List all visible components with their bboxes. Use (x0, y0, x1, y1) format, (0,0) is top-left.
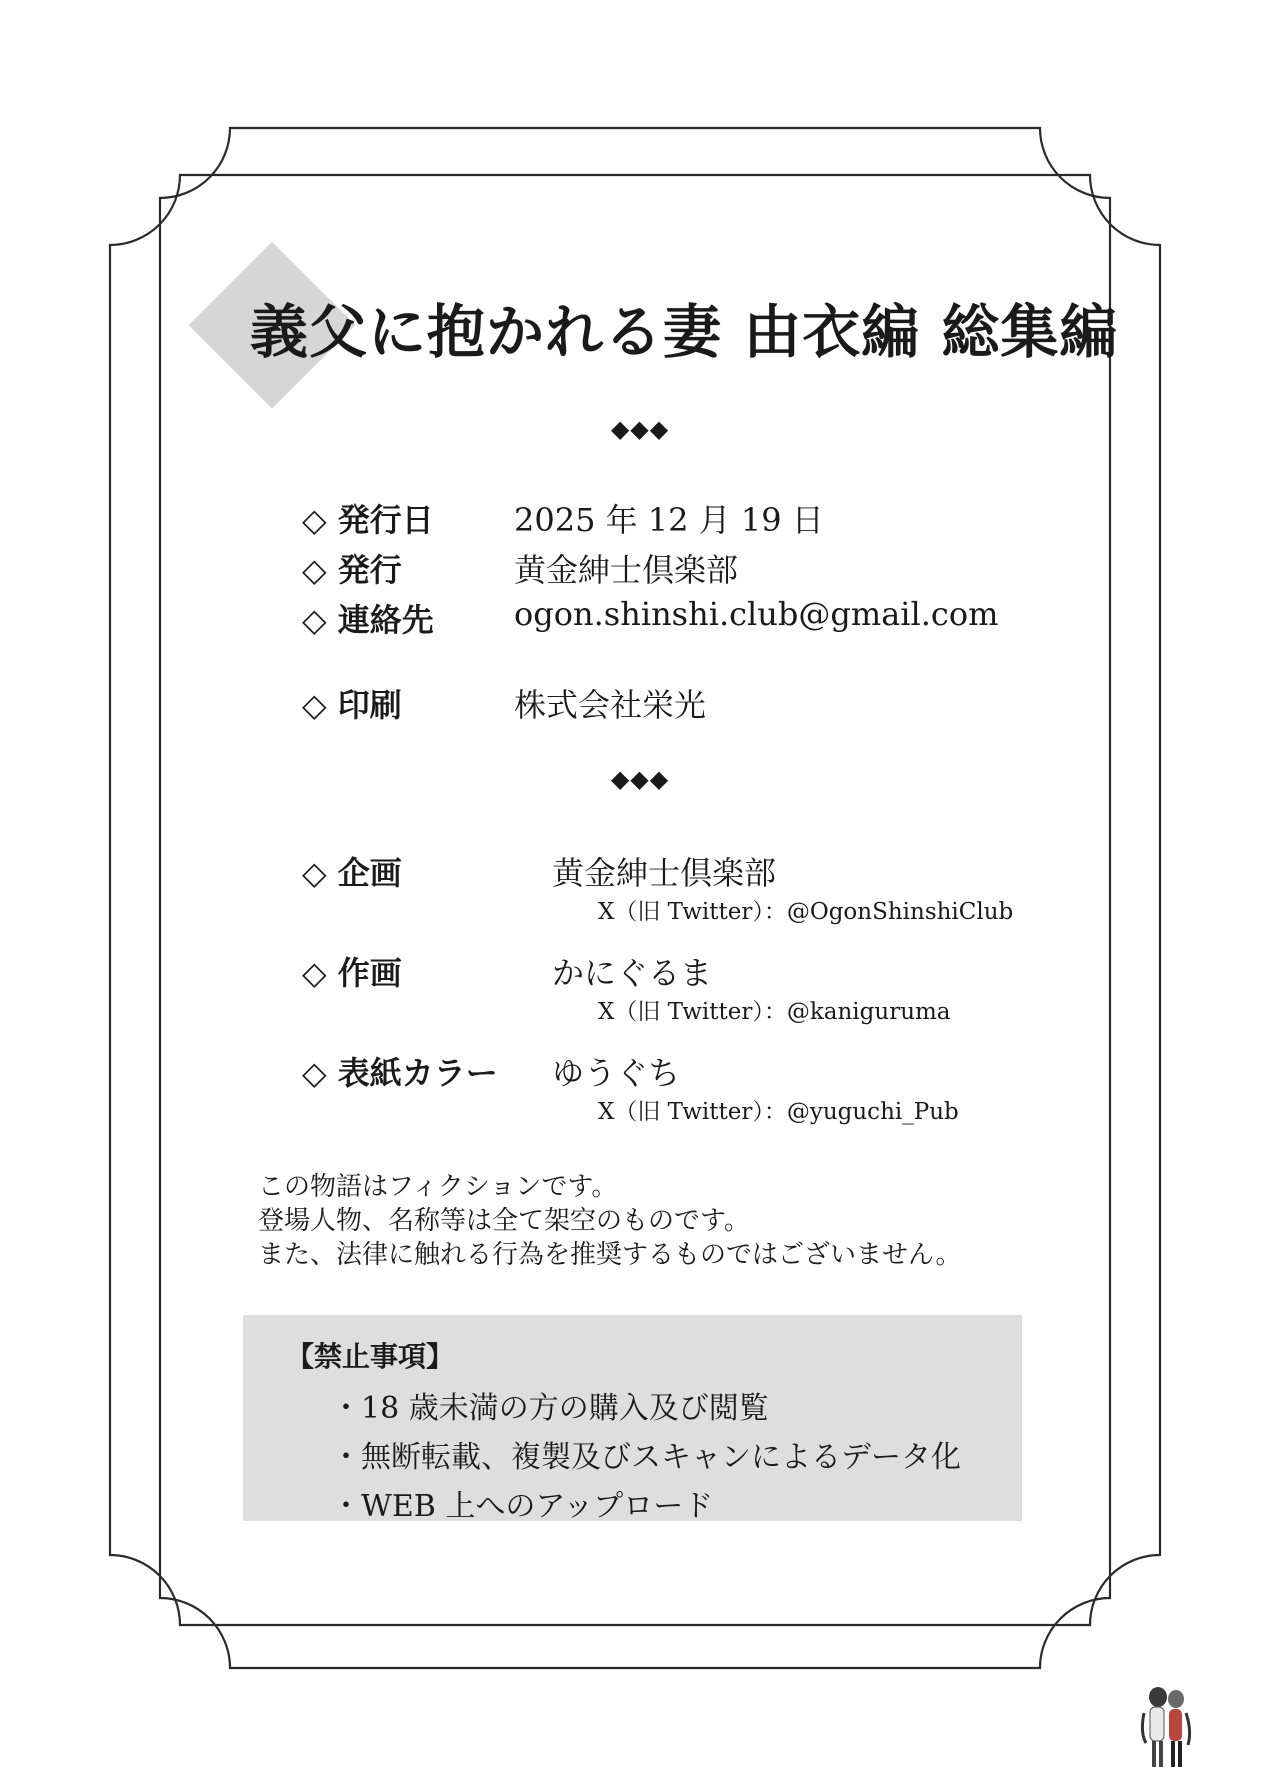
credit-account: X（旧 Twitter）：@kaniguruma (598, 999, 951, 1025)
prohibited-item: ・18 歳未満の方の購入及び閲覧 (331, 1391, 769, 1426)
publication-value: 株式会社栄光 (514, 686, 707, 724)
fiction-notice (258, 1170, 962, 1272)
publication-label: ◇ 発行 (302, 551, 402, 589)
publication-value: 2025 年 12 月 19 日 (514, 501, 824, 539)
notice-line: 登場人物、名称等は全て架空のものです。 (258, 1206, 750, 1236)
book-title: 義父に抱かれる妻 由衣編 総集編 (250, 298, 1119, 366)
credit-name: ゆうぐち (552, 1054, 681, 1092)
notice-line: この物語はフィクションです。 (258, 1172, 618, 1202)
prohibited-box (243, 1315, 1022, 1524)
separator-top: ◆◆◆ (610, 415, 670, 443)
credit-account: X（旧 Twitter）：@yuguchi_Pub (598, 1099, 959, 1125)
prohibited-item: ・WEB 上へのアップロード (331, 1489, 714, 1524)
contact-email: ogon.shinshi.club@gmail.com (514, 595, 999, 633)
publication-value: 黄金紳士倶楽部 (514, 551, 739, 589)
credit-label: ◇ 企画 (302, 854, 402, 892)
publication-label: ◇ 連絡先 (302, 601, 434, 639)
prohibited-heading: 【禁止事項】 (286, 1340, 455, 1373)
credit-account: X（旧 Twitter）：@OgonShinshiClub (598, 899, 1014, 925)
prohibited-item: ・無断転載、複製及びスキャンによるデータ化 (331, 1440, 961, 1475)
credit-label: ◇ 作画 (302, 954, 402, 992)
credit-label: ◇ 表紙カラー (302, 1054, 498, 1092)
mascot-logo-icon (1136, 1683, 1196, 1773)
publication-label: ◇ 発行日 (302, 501, 434, 539)
credit-name: 黄金紳士倶楽部 (552, 854, 777, 892)
publication-label: ◇ 印刷 (302, 686, 402, 724)
credit-name: かにぐるま (552, 954, 713, 992)
separator-middle: ◆◆◆ (610, 765, 670, 793)
notice-line: また、法律に触れる行為を推奨するものではございません。 (258, 1240, 962, 1270)
